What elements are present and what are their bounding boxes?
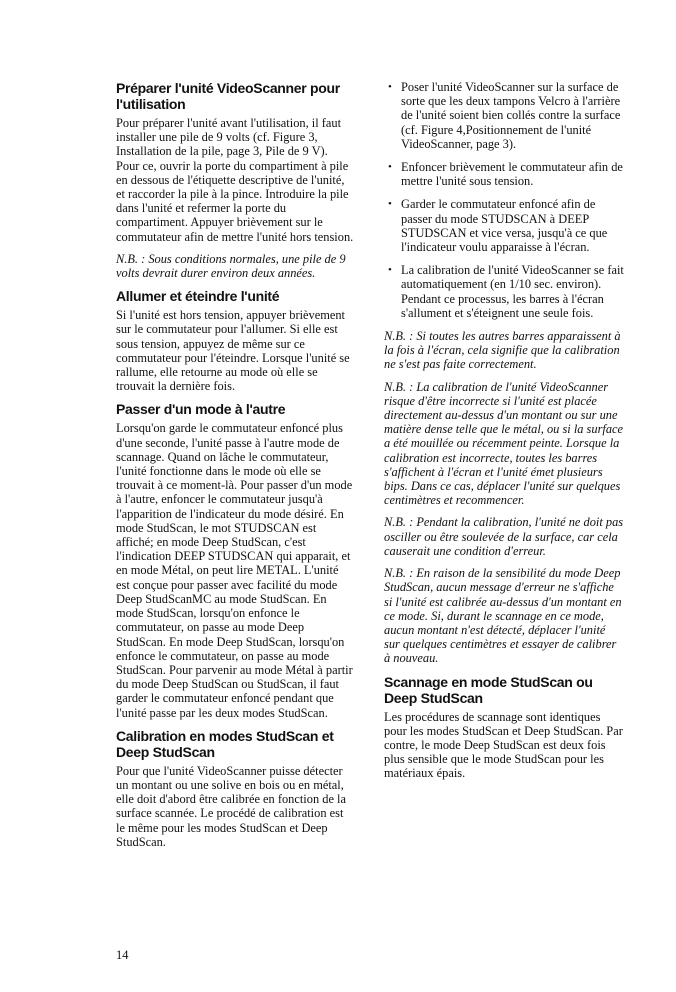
right-column <box>384 80 624 789</box>
paragraph-power-on-off: Si l'unité est hors tension, appuyer brièvement sur le commutateur pour l'allumer. Si elle est sous tension, appuyez de même sur ce commutateur pour l'éteindre. Lorsque l'unité se rallume, elle retourne au mode où elle se trouvait la dernière fois. <box>116 308 350 394</box>
page-number: 14 <box>116 948 129 962</box>
heading-calibration: Calibration en modes StudScan et Deep StudScan <box>116 727 334 760</box>
note-battery-life: N.B. : Sous conditions normales, une pile de 9 volts devrait durer environ deux années. <box>116 251 346 281</box>
heading-switch-mode: Passer d'un mode à l'autre <box>116 401 286 418</box>
heading-prepare-unit: Préparer l'unité VideoScanner pour l'utilisation <box>116 80 340 112</box>
left-column <box>116 80 354 857</box>
note-no-movement: N.B. : Pendant la calibration, l'unité ne doit pas osciller ou être soulevée de la surface, car cela causerait une condition d'erreur. <box>384 515 624 558</box>
paragraph-switch-mode: Lorsqu'on garde le commutateur enfoncé plus d'une seconde, l'unité passe à l'autre mode de scannage. Quand on lâche le commutateur, l'unité fonctionne dans le mode où elle se trouvait à ce moment-là. Pour passer d'un mode à l'autre, enfoncer le commutateur jusqu'à l'apparition de l'indicateur du mode désiré. En mode StudScan, le mot STUDSCAN est affiché; en mode Deep StudScan, c'est l'indication DEEP STUDSCAN qui apparait, et en mode Métal, on peut lire METAL. L'unité est conçue pour passer avec facilité du mode Deep StudScanMC au mode StudScan. En mode StudScan, lorsqu'on enfonce le commutateur, on passe au mode Deep StudScan. En mode Deep StudScan, lorsqu'on enfonce le commutateur, on passe au mode StudScan. Pour parvenir au mode Métal à partir du mode Deep StudScan ou StudScan, il faut garder le commutateur enfoncé pendant que l'unité passe par les deux modes StudScan. <box>116 421 353 720</box>
note-incorrect-calibration: N.B. : La calibration de l'unité VideoScanner risque d'être incorrecte si l'unité est placée directement au-dessus d'un montant ou sur une matière dense telle que le métal, ou si la surface a été mouillée ou récemment peinte. Lorsque la calibration est incorrecte, toutes les barres s'affichent à l'écran et l'unité émet plusieurs bips. Dans ce cas, déplacer l'unité sur quelques centimètres et recommencer. <box>384 379 624 508</box>
list-item: • Enfoncer brièvement le commutateur afin de mettre l'unité sous tension. <box>384 160 624 188</box>
note-bars-error: N.B. : Si toutes les autres barres apparaissent à la fois à l'écran, cela signifie que la calibration ne s'est pas faite correctement. <box>384 329 621 372</box>
calibration-steps-list <box>384 80 624 320</box>
note-deep-sensitivity: N.B. : En raison de la sensibilité du mode Deep StudScan, aucun message d'erreur ne s'affiche si l'unité est calibrée au-dessus d'un montant en ce mode. Si, durant le scannage en ce mode, aucun montant n'est détecté, déplacer l'unité sur quelques centimètres et essayer de calibrer à nouveau. <box>384 566 622 666</box>
list-item: • La calibration de l'unité VideoScanner se fait automatiquement (en 1/10 sec. environ). Pendant ce processus, les barres à l'écran s'allument et s'éteignent une seule fois. <box>384 263 624 320</box>
paragraph-calibration: Pour que l'unité VideoScanner puisse détecter un montant ou une solive en bois ou en métal, elle doit d'abord être calibrée en fonction de la surface scannée. Le procédé de calibration est le même pour les modes StudScan et Deep StudScan. <box>116 763 346 849</box>
heading-scanning: Scannage en mode StudScan ou Deep StudScan <box>384 673 593 706</box>
list-item: • Garder le commutateur enfoncé afin de passer du mode STUDSCAN à DEEP STUDSCAN et vice versa, jusqu'à ce que l'indicateur voulu apparaisse à l'écran. <box>384 197 624 254</box>
list-item: • Poser l'unité VideoScanner sur la surface de sorte que les deux tampons Velcro à l'arrière de l'unité soient bien collés contre la surface (cf. Figure 4,Positionnement de l'unité VideoScanner, page 3). <box>384 80 624 151</box>
heading-power-on-off: Allumer et éteindre l'unité <box>116 288 280 305</box>
paragraph-prepare-unit: Pour préparer l'unité avant l'utilisation, il faut installer une pile de 9 volts (cf. Figure 3, Installation de la pile, page 3, Pile de 9 V). Pour ce, ouvrir la porte du compartiment à pile en dessous de l'étiquette descriptive de l'unité, et raccorder la pile à la pince. Introduire la pile dans l'unité et refermer la porte du compartiment. Appuyer brièvement sur le commutateur afin de mettre l'unité hors tension. <box>116 116 354 244</box>
paragraph-scanning: Les procédures de scannage sont identiques pour les modes StudScan et Deep StudScan. Par contre, le mode Deep StudScan est deux fois plus sensible que le mode StudScan pour les matériaux épais. <box>384 709 623 781</box>
